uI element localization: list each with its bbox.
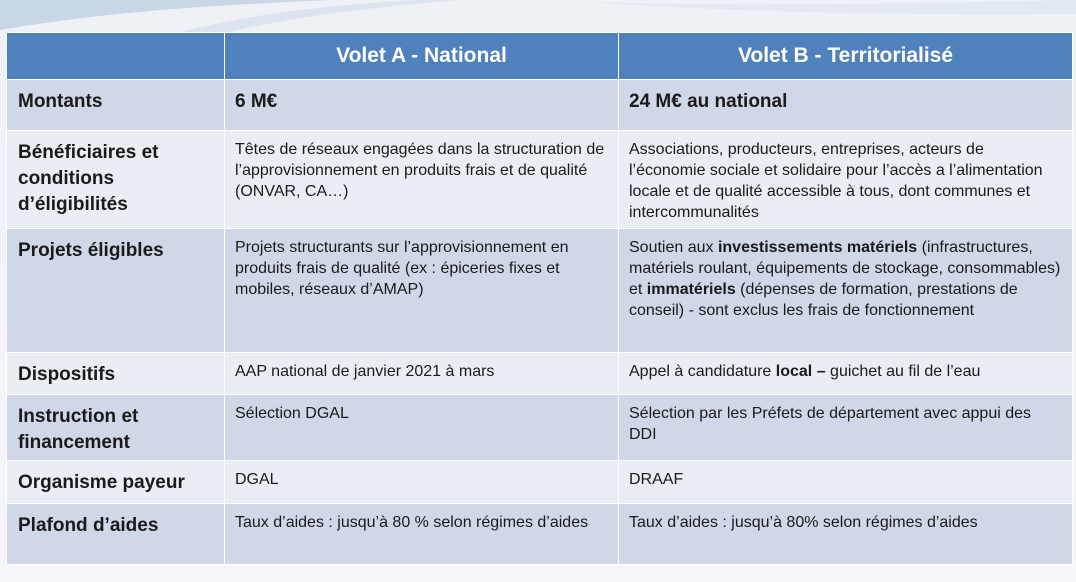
projets-b-text-1: Soutien aux (629, 239, 718, 256)
header-volet-b: Volet B - Territorialisé (619, 33, 1073, 80)
beneficiaires-volet-a: Têtes de réseaux engagées dans la structuration de l’approvisionnement en produits frais et de qualité (ONVAR, CA…) (225, 131, 619, 229)
header-row (7, 33, 1073, 80)
projets-volet-a: Projets structurants sur l’approvisionnement en produits frais de qualité (ex : épiceries fixes et mobiles, réseaux d’AMAP) (225, 229, 619, 353)
row-label-projets: Projets éligibles (7, 229, 225, 353)
funding-table (6, 32, 1073, 565)
projets-volet-b (619, 229, 1073, 353)
dispositifs-volet-b (619, 353, 1073, 395)
plafond-volet-a: Taux d’aides : jusqu’à 80 % selon régimes d’aides (225, 504, 619, 565)
montants-volet-b: 24 M€ au national (619, 80, 1073, 131)
row-plafond (7, 504, 1073, 565)
row-label-dispositifs: Dispositifs (7, 353, 225, 395)
instruction-volet-b: Sélection par les Préfets de département avec appui des DDI (619, 395, 1073, 461)
instruction-volet-a: Sélection DGAL (225, 395, 619, 461)
plafond-volet-b: Taux d’aides : jusqu’à 80% selon régimes d’aides (619, 504, 1073, 565)
dispositifs-b-text-1: Appel à candidature (629, 363, 776, 380)
header-corner (7, 33, 225, 80)
projets-b-text-2: (infrastructures, matériels roulant, équipements de stockage, consommables) et (629, 239, 1061, 298)
row-label-montants: Montants (7, 80, 225, 131)
row-montants (7, 80, 1073, 131)
row-instruction (7, 395, 1073, 461)
row-label-beneficiaires: Bénéficiaires et conditions d’éligibilités (7, 131, 225, 229)
row-label-organisme: Organisme payeur (7, 461, 225, 504)
dispositifs-volet-a: AAP national de janvier 2021 à mars (225, 353, 619, 395)
organisme-volet-a: DGAL (225, 461, 619, 504)
projets-b-text-3: (dépenses de formation, prestations de conseil) - sont exclus les frais de fonctionnement (629, 281, 1018, 319)
row-beneficiaires (7, 131, 1073, 229)
row-organisme (7, 461, 1073, 504)
dispositifs-b-local: local – (775, 363, 826, 380)
row-projets (7, 229, 1073, 353)
beneficiaires-volet-b: Associations, producteurs, entreprises, acteurs de l’économie sociale et solidaire pour l’accès a l’alimentation locale et de qualité accessible à tous, dont communes et intercommunalités (619, 131, 1073, 229)
montants-volet-a: 6 M€ (225, 80, 619, 131)
projets-b-materiels: investissements matériels (717, 239, 918, 256)
row-label-instruction: Instruction et financement (7, 395, 225, 461)
row-dispositifs (7, 353, 1073, 395)
projets-b-immateriels: immatériels (646, 281, 736, 298)
organisme-volet-b: DRAAF (619, 461, 1073, 504)
dispositifs-b-text-2: guichet au fil de l’eau (825, 363, 981, 380)
header-volet-a: Volet A - National (225, 33, 619, 80)
row-label-plafond: Plafond d’aides (7, 504, 225, 565)
